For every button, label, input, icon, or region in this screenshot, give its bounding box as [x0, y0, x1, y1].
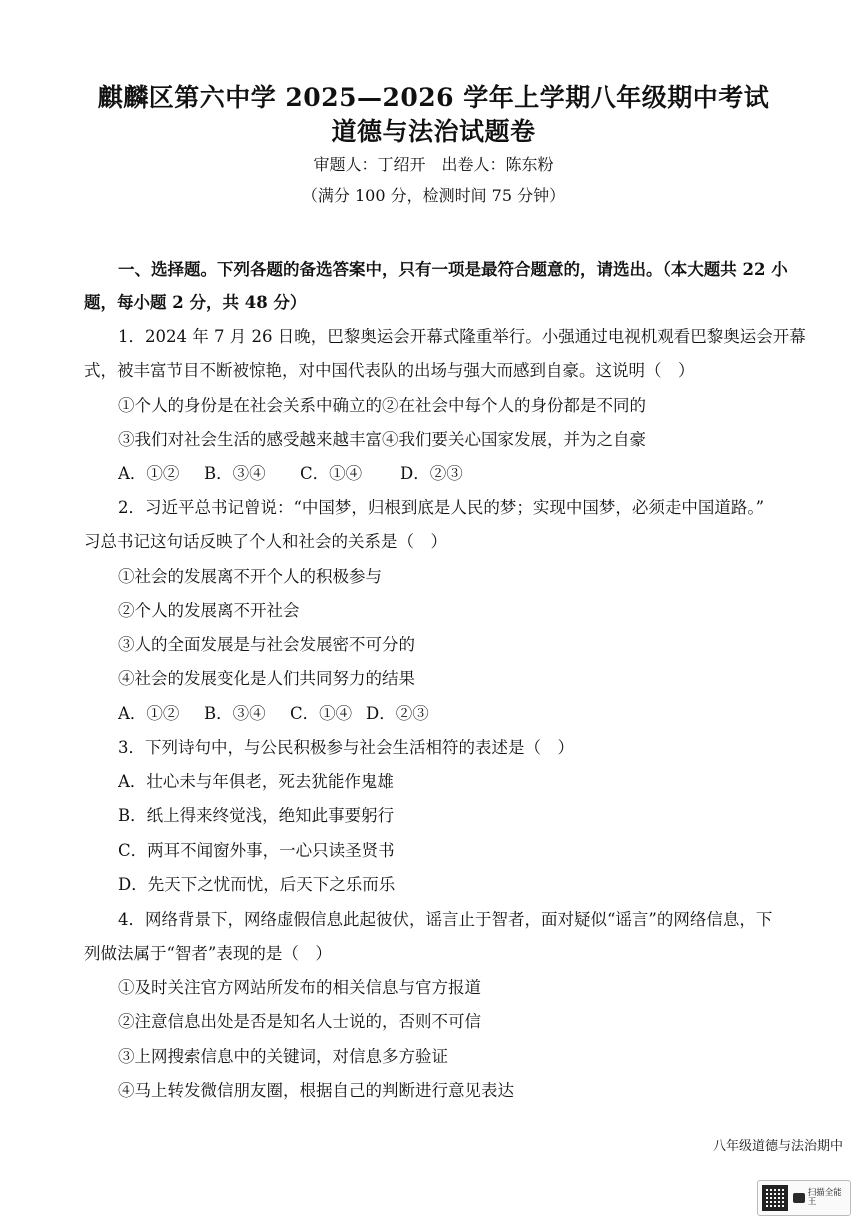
section-heading: 一、选择题。下列各题的备选答案中，只有一项是最符合题意的，请选出。（本大题共 22 小	[118, 260, 788, 279]
question-2-stem: 2．习近平总书记曾说：“中国梦，归根到底是人民的梦；实现中国梦，必须走中国道路。”	[118, 498, 765, 517]
scanner-label	[808, 1189, 850, 1208]
question-2-item: ③人的全面发展是与社会发展密不可分的	[118, 635, 415, 654]
question-4-item: ②注意信息出处是否是知名人士说的，否则不可信	[118, 1012, 481, 1031]
section-heading-cont: 题，每小题 2 分，共 48 分）	[84, 293, 307, 312]
option-c: C．两耳不闻窗外事，一心只读圣贤书	[118, 841, 395, 860]
option-a: A．壮心未与年俱老，死去犹能作鬼雄	[118, 772, 394, 791]
option-a: A．①②	[118, 464, 180, 483]
option-d: D．先天下之忧而忧，后天下之乐而乐	[118, 875, 396, 894]
option-a: A．①②	[118, 704, 180, 723]
question-2-options	[118, 700, 429, 724]
question-1-stem: 1．2024 年 7 月 26 日晚，巴黎奥运会开幕式隆重举行。小强通过电视机观看巴黎奥运会开幕	[118, 327, 806, 346]
option-b: B．③④	[204, 464, 266, 483]
question-1-item: ①个人的身份是在社会关系中确立的②在社会中每个人的身份都是不同的	[118, 396, 646, 415]
question-4-stem: 4．网络背景下，网络虚假信息此起彼伏，谣言止于智者，面对疑似“谣言”的网络信息，下	[118, 910, 773, 929]
exam-subject-title: 道德与法治试题卷	[331, 117, 536, 146]
option-b: B．纸上得来终觉浅，绝知此事要躬行	[118, 806, 395, 825]
question-1-stem-cont: 式，被丰富节目不断被惊艳，对中国代表队的出场与强大而感到自豪。这说明（ ）	[84, 361, 695, 380]
option-c: C．①④	[300, 464, 363, 483]
question-2-item: ②个人的发展离不开社会	[118, 601, 300, 620]
exam-score-info: （满分 100 分，检测时间 75 分钟）	[301, 186, 566, 205]
option-b: B．③④	[204, 704, 266, 723]
question-1-item: ③我们对社会生活的感受越来越丰富④我们要关心国家发展，并为之自豪	[118, 430, 646, 449]
scanner-watermark	[757, 1180, 851, 1216]
exam-title: 麒麟区第六中学 2025—2026 学年上学期八年级期中考试	[97, 83, 770, 112]
question-4-item: ①及时关注官方网站所发布的相关信息与官方报道	[118, 978, 481, 997]
scanner-logo-icon	[793, 1193, 805, 1203]
option-c: C．①④	[290, 704, 353, 723]
question-3-stem: 3．下列诗句中，与公民积极参与社会生活相符的表述是（ ）	[118, 738, 574, 757]
option-d: D．②③	[366, 704, 429, 723]
page-footer: 八年级道德与法治期中	[712, 1139, 843, 1154]
exam-authors: 审题人：丁绍开 出卷人：陈东粉	[313, 155, 554, 174]
question-4-item: ④马上转发微信朋友圈，根据自己的判断进行意见表达	[118, 1081, 514, 1100]
question-1-options	[118, 460, 463, 484]
option-d: D．②③	[400, 464, 463, 483]
qr-code-icon	[762, 1185, 788, 1211]
question-4-item: ③上网搜索信息中的关键词，对信息多方验证	[118, 1047, 448, 1066]
question-4-stem-cont: 列做法属于“智者”表现的是（ ）	[84, 944, 332, 963]
scanner-label-text: 扫描全能王	[807, 1187, 842, 1207]
question-2-item: ①社会的发展离不开个人的积极参与	[118, 567, 382, 586]
question-2-stem-cont: 习总书记这句话反映了个人和社会的关系是（ ）	[84, 532, 447, 551]
question-2-item: ④社会的发展变化是人们共同努力的结果	[118, 669, 415, 688]
